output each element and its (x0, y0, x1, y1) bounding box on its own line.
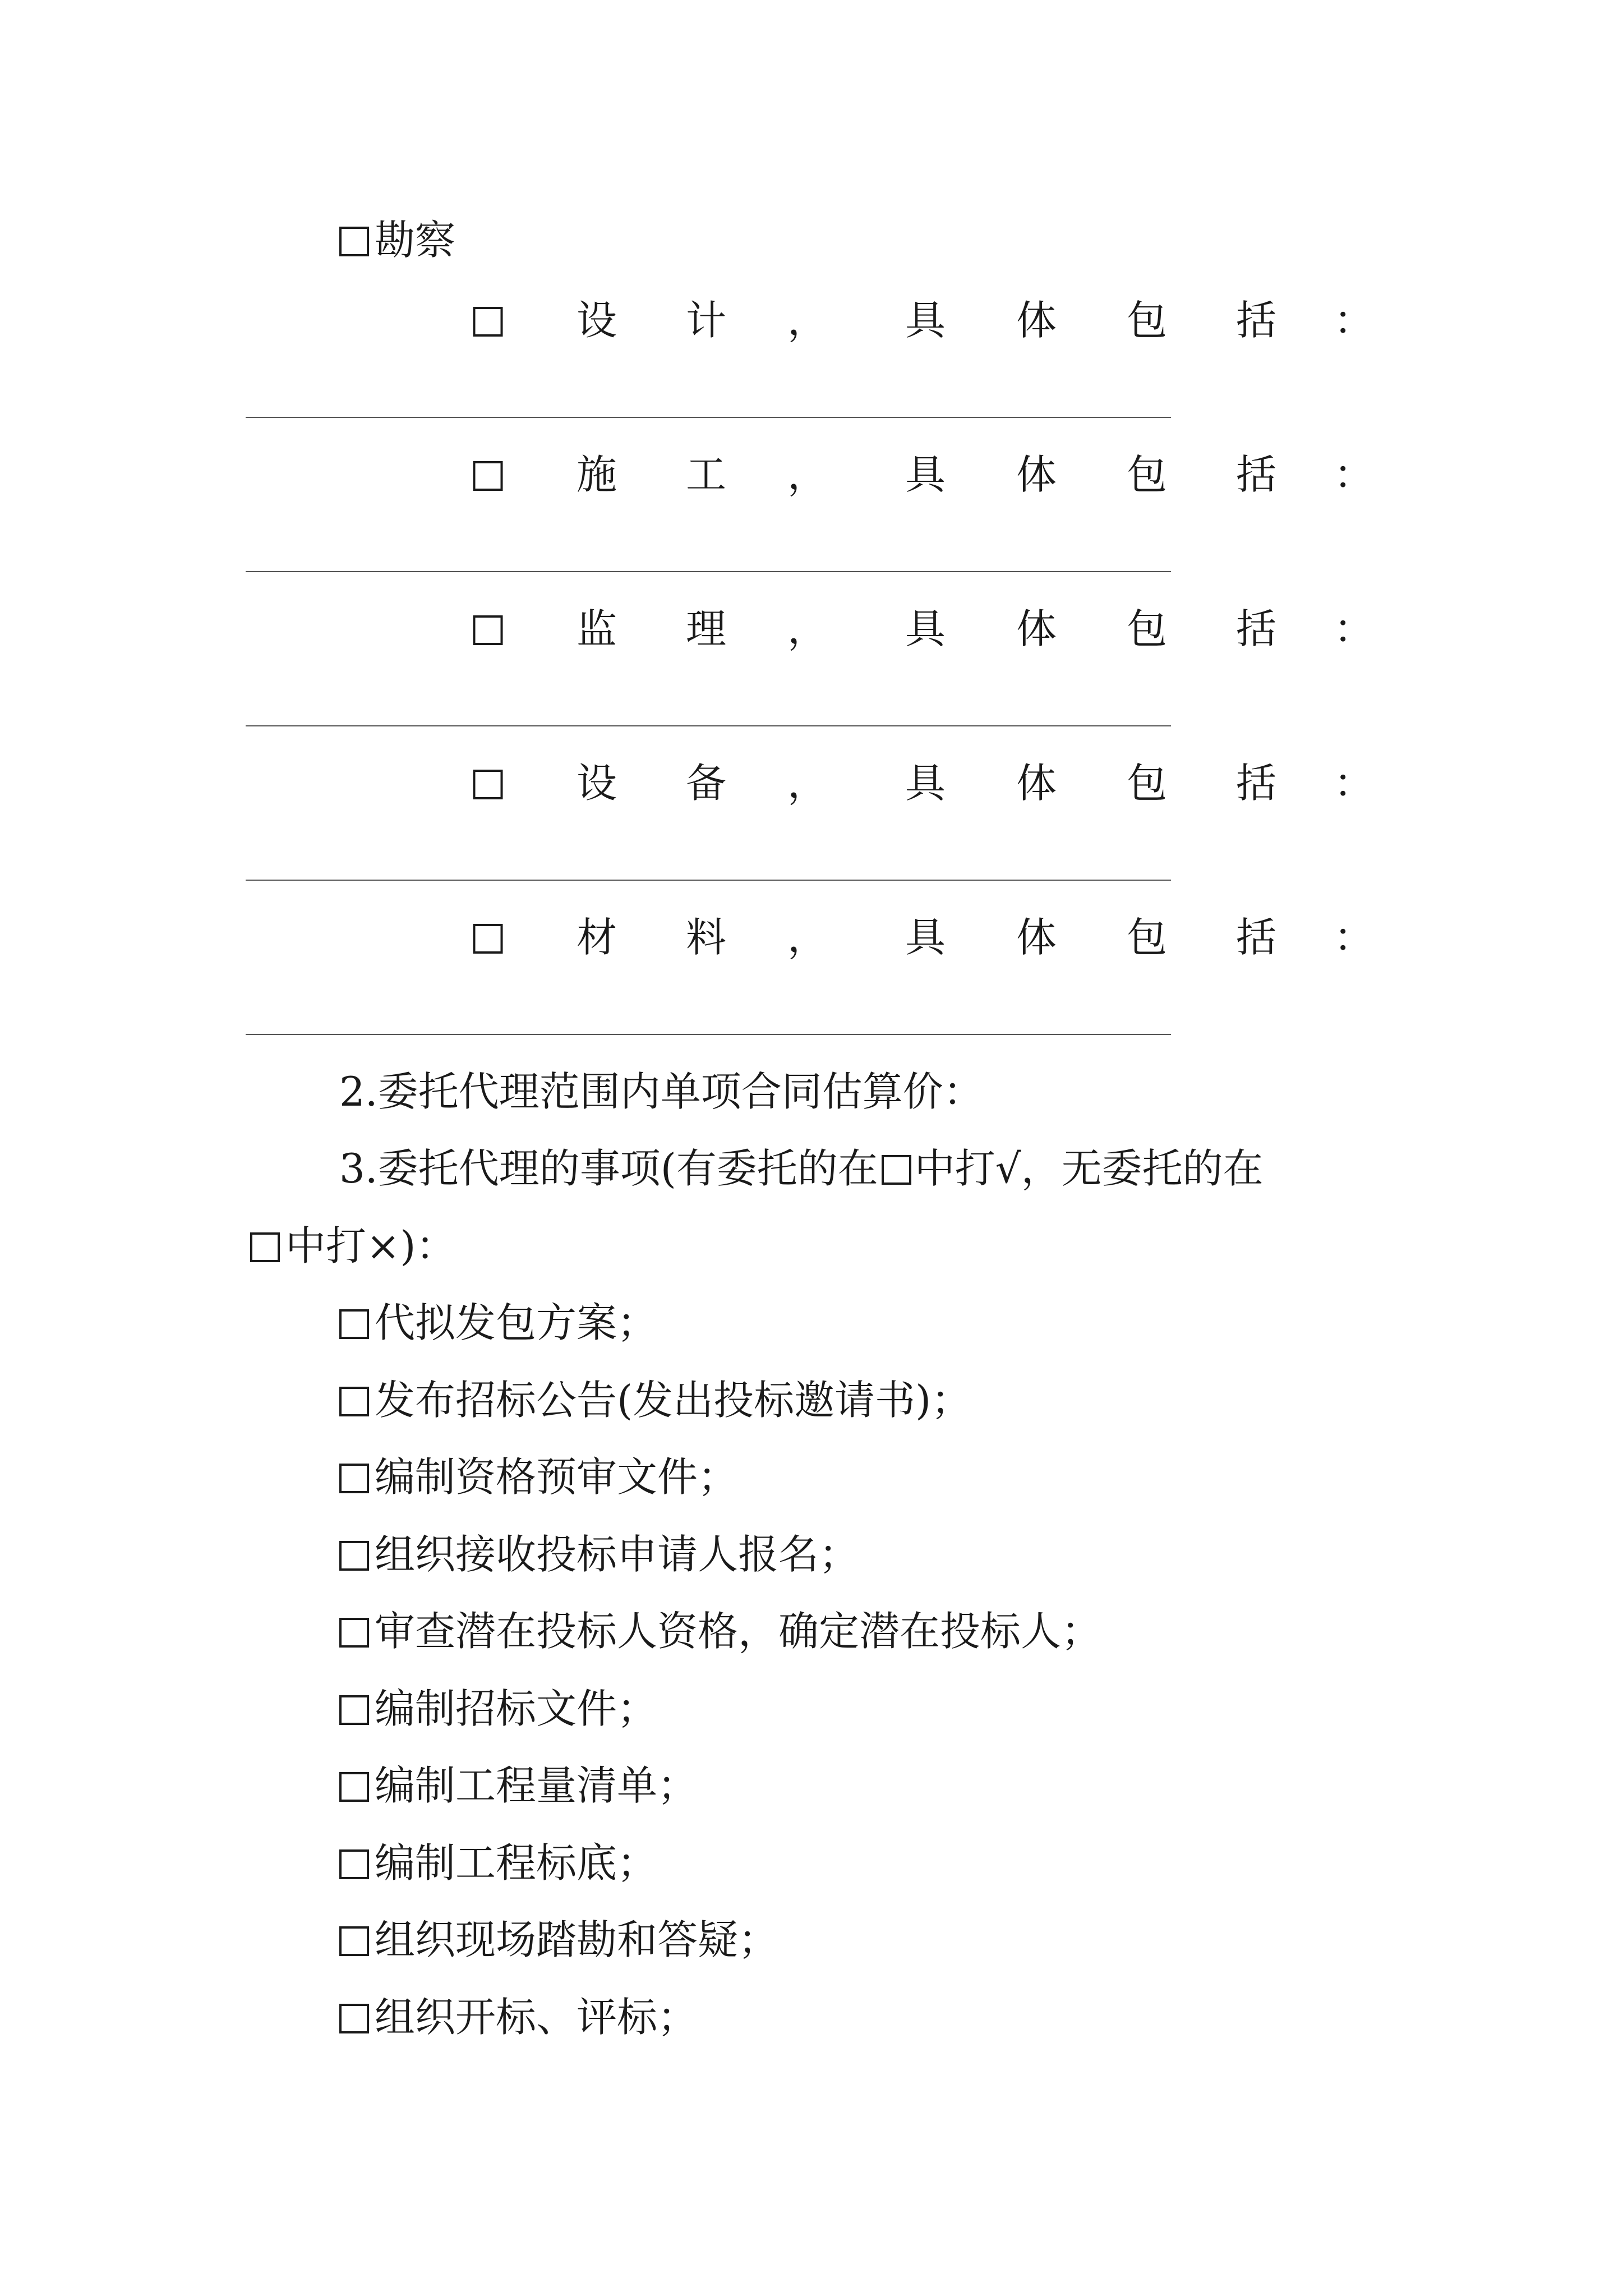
specifically-char-1: 具 (905, 914, 946, 961)
specifically-char-3: 包 (1126, 605, 1168, 652)
colon: ： (1333, 297, 1375, 344)
fill-in-line[interactable] (246, 417, 1171, 418)
list-item (339, 1994, 698, 2041)
list-item-label: 组织现场踏勘和答疑； (375, 1916, 779, 1963)
scope-word-2: 工 (685, 451, 727, 498)
list-item-label: 组织接收投标申请人报名； (375, 1531, 860, 1578)
scope-word-2: 理 (685, 605, 727, 652)
checkbox[interactable] (339, 1387, 369, 1416)
scope-label-survey: 勘察 (375, 217, 456, 264)
checkbox[interactable] (339, 1849, 369, 1879)
scope-word-1: 材 (576, 914, 617, 961)
checkbox[interactable] (339, 1309, 369, 1339)
checkbox[interactable] (473, 615, 503, 645)
paragraph-2-estimated-price: 2.委托代理范围内单项合同估算价： (339, 1068, 984, 1115)
checkbox[interactable] (339, 1772, 369, 1802)
specifically-char-1: 具 (905, 451, 946, 498)
specifically-char-2: 体 (1016, 297, 1057, 344)
colon: ： (1333, 605, 1375, 652)
specifically-char-4: 括 (1235, 914, 1277, 961)
scope-word-1: 监 (576, 605, 617, 652)
colon: ： (1333, 760, 1375, 807)
checkbox[interactable] (473, 307, 503, 337)
scope-word-2: 计 (685, 297, 727, 344)
specifically-char-3: 包 (1126, 451, 1168, 498)
colon: ： (1333, 914, 1375, 961)
scope-word-1: 施 (576, 451, 617, 498)
checkbox-cell[interactable] (473, 300, 503, 341)
list-item-label: 审查潜在投标人资格，确定潜在投标人； (375, 1608, 1102, 1655)
specifically-char-4: 括 (1235, 760, 1277, 807)
comma: ， (787, 914, 828, 961)
specifically-char-1: 具 (905, 297, 946, 344)
specifically-char-1: 具 (905, 605, 946, 652)
list-item-label: 代拟发包方案； (375, 1299, 658, 1346)
colon: ： (1333, 451, 1375, 498)
scope-item-survey (339, 217, 456, 264)
list-item-label: 编制工程标底； (375, 1839, 658, 1887)
scope-word-2: 料 (685, 914, 727, 961)
checkbox-cell[interactable] (473, 917, 503, 958)
specifically-char-2: 体 (1016, 451, 1057, 498)
checkbox[interactable] (473, 461, 503, 491)
specifically-char-4: 括 (1235, 605, 1277, 652)
list-item (339, 1531, 860, 1578)
fill-in-line[interactable] (246, 880, 1171, 881)
scope-word-2: 备 (685, 760, 727, 807)
scope-row-design (0, 297, 1623, 345)
list-item-label: 组织开标、评标； (375, 1994, 698, 2041)
checkbox[interactable] (339, 1464, 369, 1493)
list-item-label: 编制工程量清单； (375, 1762, 698, 1809)
scope-row-materials (0, 914, 1623, 962)
fill-in-line[interactable] (246, 571, 1171, 572)
checkbox[interactable] (339, 1695, 369, 1725)
checkbox-glyph (882, 1155, 911, 1185)
list-item (339, 1608, 1102, 1655)
checkbox-cell[interactable] (473, 763, 503, 803)
checkbox[interactable] (339, 2004, 369, 2033)
checkbox[interactable] (339, 1926, 369, 1956)
comma: ， (787, 451, 828, 498)
list-item (339, 1762, 698, 1809)
specifically-char-3: 包 (1126, 297, 1168, 344)
paragraph-3-line-1 (339, 1145, 1264, 1192)
para3-text-b: 中打√，无委托的在 (914, 1145, 1264, 1192)
comma: ， (787, 760, 828, 807)
specifically-char-4: 括 (1235, 297, 1277, 344)
specifically-char-3: 包 (1126, 760, 1168, 807)
checkbox[interactable] (339, 227, 369, 256)
fill-in-line[interactable] (246, 1034, 1171, 1035)
checkbox[interactable] (339, 1618, 369, 1648)
specifically-char-1: 具 (905, 760, 946, 807)
list-item (339, 1377, 972, 1424)
list-item-label: 编制招标文件； (375, 1685, 658, 1732)
list-item (339, 1839, 658, 1887)
checkbox-cell[interactable] (473, 454, 503, 495)
checkbox-glyph (250, 1232, 280, 1262)
comma: ， (787, 297, 828, 344)
scope-word-1: 设 (576, 297, 617, 344)
paragraph-3-line-2 (250, 1222, 457, 1269)
list-item (339, 1685, 658, 1732)
specifically-char-3: 包 (1126, 914, 1168, 961)
scope-row-equipment (0, 760, 1623, 808)
list-item-label: 发布招标公告(发出投标邀请书)； (375, 1377, 972, 1424)
scope-row-construction (0, 451, 1623, 499)
checkbox[interactable] (339, 1541, 369, 1571)
list-item (339, 1916, 779, 1963)
list-item (339, 1299, 658, 1346)
para3-text-a: 3.委托代理的事项(有委托的在 (339, 1145, 878, 1192)
specifically-char-4: 括 (1235, 451, 1277, 498)
scope-row-supervision (0, 605, 1623, 654)
checkbox-cell[interactable] (473, 609, 503, 649)
specifically-char-2: 体 (1016, 605, 1057, 652)
fill-in-line[interactable] (246, 725, 1171, 726)
scope-word-1: 设 (576, 760, 617, 807)
specifically-char-2: 体 (1016, 760, 1057, 807)
para3-text-c: 中打×)： (285, 1222, 457, 1269)
specifically-char-2: 体 (1016, 914, 1057, 961)
comma: ， (787, 605, 828, 652)
list-item (339, 1453, 739, 1501)
list-item-label: 编制资格预审文件； (375, 1453, 739, 1501)
checkbox[interactable] (473, 770, 503, 799)
checkbox[interactable] (473, 924, 503, 954)
